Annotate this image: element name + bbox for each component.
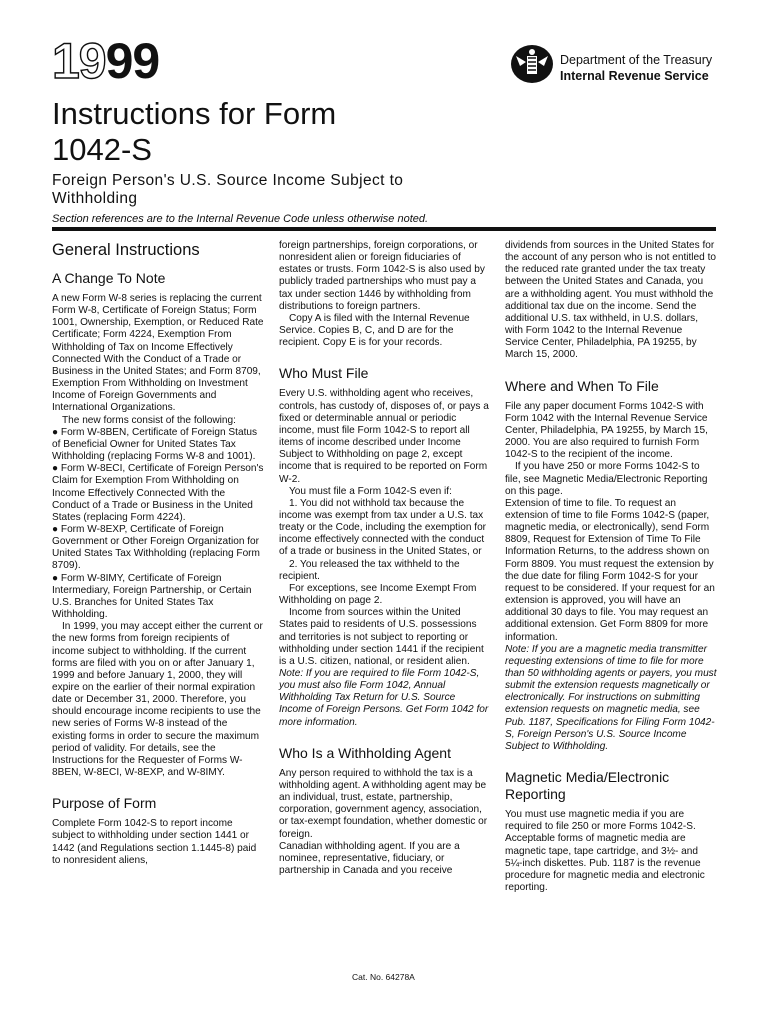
paragraph: Any person required to withhold the tax is a withholding agent. A withholding agent may be an individual, trust, estate, partnership, corporation, government agency, association, or tax-exempt foundation, whether domestic or foreign.: [279, 767, 488, 840]
paragraph: In 1999, you may accept either the current or the new forms from foreign recipients of income subject to withholding. If the current forms are filed with you on or after January 1, 1999 and before January 1, 2000, they will expire on the earlier of their normal expiration date or December 31, 2000. Therefore, you should encourage income recipients to use the new series of Forms W-8 instead of the existing forms in order to secure the maximum period of validity. For details, see the Instructions for the Requester of Forms W-8BEN, W-8ECI, W-8EXP, and W-8IMY.: [52, 621, 263, 779]
bullet-item: ● Form W-8IMY, Certificate of Foreign Intermediary, Foreign Partnership, or Certain U.S. Branches for United States Tax Withholding.: [52, 572, 252, 621]
bullet-text: Form W-8IMY, Certificate of Foreign Intermediary, Foreign Partnership, or Certain U.S. Branches for United States Tax Withholding.: [52, 572, 252, 621]
paragraph: dividends from sources in the United States for the account of any person who is not entitled to the reduced rate granted under the tax treaty between the United States and Canada, you are a withholding agent. You must withhold the additional tax due on the income. Send the additional U.S. tax withheld, in U.S. dollars, with Form 1042 to the Internal Revenue Service Center, Philadelphia, PA 19255, by March 15, 2000.: [505, 240, 716, 361]
paragraph: Copy A is filed with the Internal Revenue Service. Copies B, C, and D are for the recipient. Copy E is for your records.: [279, 312, 470, 349]
paragraph: You must file a Form 1042-S even if:: [289, 485, 452, 497]
section-reference-note: Section references are to the Internal Revenue Code unless otherwise noted.: [52, 213, 429, 225]
paragraph: Every U.S. withholding agent who receives, controls, has custody of, disposes of, or pays a fixed or determinable annual or periodic income, must file Form 1042-S to report all items of income described under Income Subject to Withholding on page 2, except income that is required to be reported on Form W-2.: [279, 388, 489, 485]
heading-where-when-to-file: Where and When To File: [505, 377, 659, 394]
paragraph: For exceptions, see Income Exempt From Withholding on page 2.: [279, 582, 477, 607]
heading-change-to-note: A Change To Note: [52, 270, 166, 286]
year-outline-digits: 19: [52, 33, 106, 89]
note: Note: If you are required to file Form 1042-S, you must also file Form 1042, Annual Withholding Tax Return for U.S. Source Income of Foreign Persons. Get Form 1042 for more information.: [279, 668, 489, 728]
paragraph: 2. You released the tax withheld to the recipient.: [279, 558, 460, 582]
note: Note: If you are a magnetic media transmitter requesting extensions of time to file for more than 50 withholding agents or payers, you must submit the extension requests magnetically or electronically. For instructions on submitting extension requests on magnetic media, see Pub. 1187, Specifications for Filing Form 1042-S, Foreign Person's U.S. Source Income Subject to Withholding.: [505, 643, 717, 752]
column-2: [279, 240, 491, 877]
column-1: [52, 240, 264, 867]
heading-general-instructions: General Instructions: [52, 241, 200, 259]
bullet-text: Form W-8EXP, Certificate of Foreign Government or Other Foreign Organization for United States Tax Withholding (replacing Form 8709).: [52, 523, 260, 572]
paragraph: If you have 250 or more Forms 1042-S to file, see Magnetic Media/Electronic Reporting on this page.: [505, 461, 708, 497]
bullet-text: Form W-8ECI, Certificate of Foreign Person's Claim for Exemption From Withholding on Income Effectively Connected With the Conduct of a Trade or Business in the United States (replacing Form 4224).: [52, 463, 264, 523]
bullet-item: ● Form W-8EXP, Certificate of Foreign Government or Other Foreign Organization for United States Tax Withholding (replacing Form 8709).: [52, 523, 260, 572]
heading-withholding-agent: Who Is a Withholding Agent: [279, 744, 451, 761]
heading-magnetic-media: Magnetic Media/Electronic Reporting: [505, 769, 670, 803]
irs-eagle-logo: [510, 44, 554, 84]
paragraph: 1. You did not withhold tax because the income was exempt from tax under a U.S. tax treaty or the Code, including the exemption for income effectively connected with the conduct of a trade or business in the United States, or: [279, 497, 487, 558]
paragraph: The new forms consist of the following:: [62, 414, 236, 426]
department-name: Department of the Treasury: [560, 53, 713, 67]
bullet-item: ● Form W-8ECI, Certificate of Foreign Person's Claim for Exemption From Withholding on Income Effectively Connected With the Conduct of a Trade or Business in the United States (replacing Form 4224).: [52, 463, 264, 523]
column-3: [505, 240, 717, 894]
heading-purpose-of-form: Purpose of Form: [52, 795, 157, 812]
title-line-1: Instructions for Form: [52, 96, 337, 131]
bullet-text: Form W-8BEN, Certificate of Foreign Status of Beneficial Owner for United States Tax Withholding (replacing Forms W-8 and 1001).: [52, 426, 258, 463]
paragraph: Complete Form 1042-S to report income subject to withholding under section 1441 or 1442 (and Regulations section 1.1445-8) paid to nonresident aliens,: [52, 818, 257, 866]
paragraph: File any paper document Forms 1042-S with Form 1042 with the Internal Revenue Service Center, Philadelphia, PA 19255, by March 15, 2000. You are also required to furnish Form 1042-S to the recipient of the income.: [505, 400, 708, 461]
bullet-item: ● Form W-8BEN, Certificate of Foreign Status of Beneficial Owner for United States Tax Withholding (replacing Forms W-8 and 1001).: [52, 426, 258, 463]
document-subtitle: Foreign Person's U.S. Source Income Subject to Withholding: [52, 172, 404, 207]
header-rule: [52, 227, 716, 231]
title-line-2: 1042-S: [52, 132, 152, 167]
paragraph: Canadian withholding agent. If you are a nominee, representative, fiduciary, or partnership in Canada and you receive: [279, 840, 460, 877]
document-title: [52, 96, 432, 168]
catalog-number: Cat. No. 64278A: [352, 972, 415, 982]
paragraph: Income from sources within the United States paid to residents of U.S. possessions and territories is not subject to reporting or withholding under section 1441 if the recipient is a U.S. citizen, national, or resident alien.: [279, 607, 484, 667]
form-year: [52, 33, 160, 89]
paragraph: A new Form W-8 series is replacing the current Form W-8, Certificate of Foreign Status; Form 1001, Ownership, Exemption, or Reduced Rate Certificate; Form 4224, Exemption From Withholding of Tax on Income Effectively Connected With the Conduct of a Trade or Business in the United States; and Form 8709, Exemption From Withholding on Investment Income of Foreign Governments and International Organizations.: [52, 293, 264, 414]
paragraph: Extension of time to file. To request an extension of time to file Forms 1042-S (paper, magnetic media, or electronically), send Form 8809, Request for Extension of Time To File Information Returns, to the address shown on Form 8809. You must request the extension by the due date for filing Form 1042-S for your request to be considered. If your request for an extension is approved, you will have an additional 30 days to file. You may request an additional extension. Get Form 8809 for more information.: [505, 497, 715, 643]
heading-who-must-file: Who Must File: [279, 365, 369, 382]
agency-block: [560, 52, 712, 84]
paragraph: foreign partnerships, foreign corporations, or nonresident alien or foreign fiduciaries of estates or trusts. Form 1042-S is also used by publicly traded partnerships who must pay a tax under section 1446 by withholding from distributions to foreign partners.: [279, 240, 485, 312]
agency-name: Internal Revenue Service: [560, 69, 709, 83]
year-bold-digits: 99: [105, 33, 160, 89]
paragraph: You must use magnetic media if you are required to file 250 or more Forms 1042-S. Acceptable forms of magnetic media are magnetic tape, tape cartridge, and 3½- and 5¼-inch diskettes. Pub. 1187 is the revenue procedure for magnetic media and electronic reporting.: [505, 809, 705, 894]
